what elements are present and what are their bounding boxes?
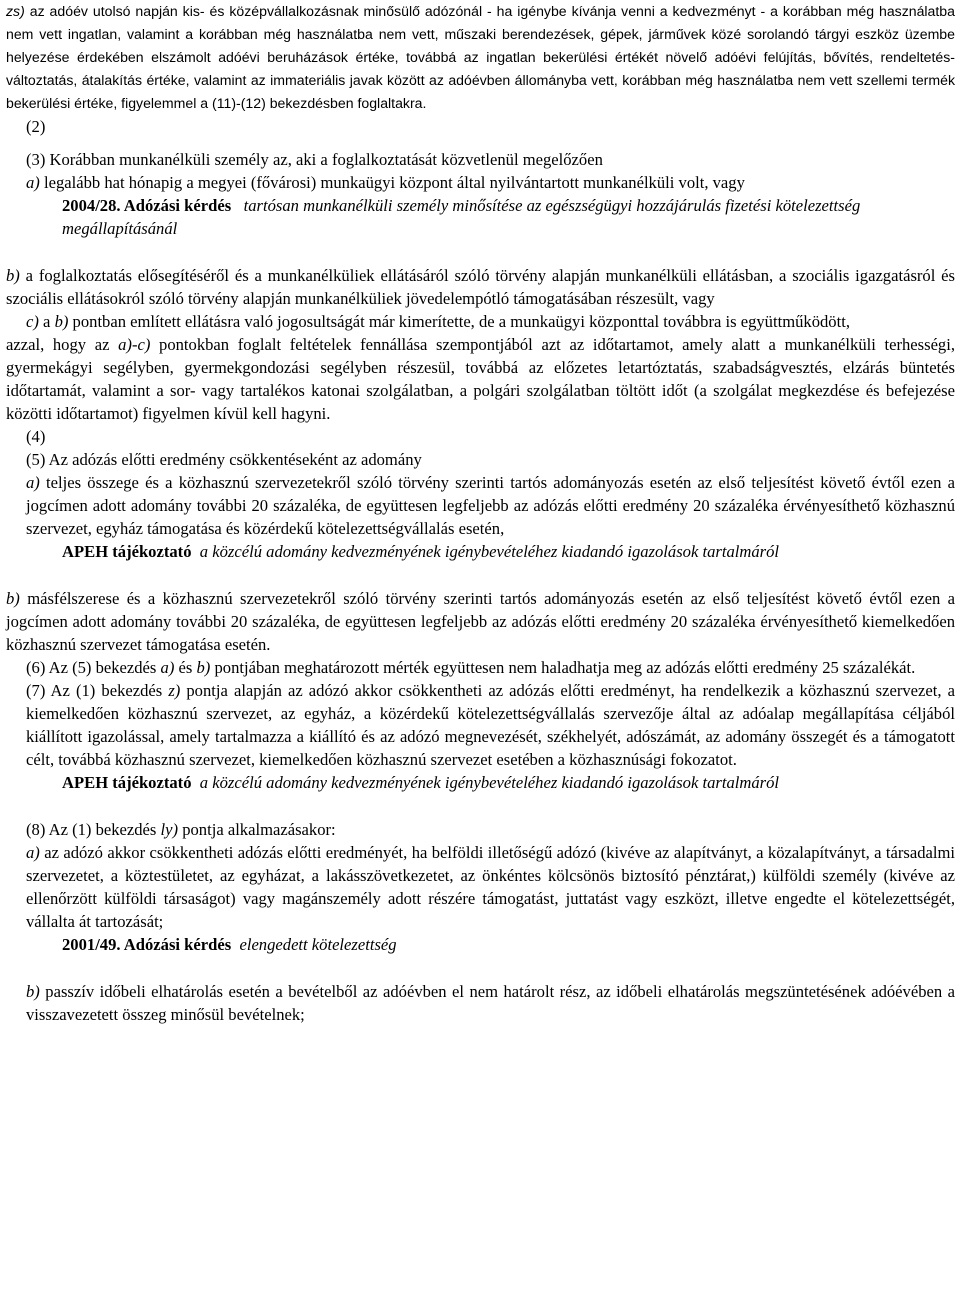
paragraph-3-closing: azzal, hogy az a)-c) pontokban foglalt feltételek fennállása szempontjából azt az időtartamot, amely alatt a munkanélküli terhességi, gyermekágyi segélyben, gyermekgondozási segélyben részesül, továbbá az előzetes letartóztatás, szabadságvesztés, elzárás büntetés időtartamát, valamint a sor- vagy tartalékos katonai szolgálatban, a polgári szolgálatban töltött időt (a szolgálat megkezdése és befejezése közötti időtartamot) figyelmen kívül kell hagyni. — [6, 335, 955, 423]
paragraph-zs — [6, 0, 955, 115]
paragraph-3b — [6, 264, 955, 310]
paragraph-8b — [6, 980, 955, 1026]
item-label: b) — [26, 982, 40, 1001]
note-apeh-tajekoztato-1 — [6, 540, 955, 563]
paragraph-5a — [6, 471, 955, 540]
paragraph-5: (5) Az adózás előtti eredmény csökkentéseként az adomány — [26, 450, 422, 469]
paragraph-text: az adóév utolsó napján kis- és középvállalkozásnak minősülő adózónál - ha igénybe kívánja venni a kedvezményt - a korábban még használatba nem vett ingatlan, valamint a korábban még használatba nem vett, műszaki berendezések, gépek, járművek közé sorolandó tárgyi eszköz üzembe helyezése érdekében elszámolt adóévi beruházások értéke, továbbá az ingatlan bekerülési értékét növelő adóévi felújítás, bővítés, rendeltetés-változtatás, átalakítás értéke, valamint az immateriális javak között az adóévben állományba vett, korábban még használatba nem vett szellemi termék bekerülési értéke, figyelemmel a (11)-(12) bekezdésben foglaltakra. — [6, 3, 955, 111]
paragraph-text: pontja alapján az adózó akkor csökkentheti az adózás előtti eredményt, ha rendelkezik a közhasznú szervezet, a kiemelkedően közhasznú szervezet, az egyház, a közérdekű kötelezettségvállalás szervezője által az adóalap megállapítása céljából kiállított igazolással, amely tartalmazza a kiállító és az adózó megnevezését, székhelyét, adószámát, az adomány összegét és a támogatott célt, továbbá közhasznú szervezet, kiemelkedően közhasznú szervezet esetében a közhasznúsági fokozatot. — [26, 681, 955, 769]
item-label: b) — [6, 266, 20, 285]
paragraph-text: pontokban foglalt feltételek fennállása szempontjából azt az időtartamot, amely alatt a munkanélküli terhességi, gyermekágyi segélyben, gyermekgondozási segélyben részesül, továbbá az előzetes letartóztatás, szabadságvesztés, elzárás büntetés időtartamát, valamint a sor- vagy tartalékos katonai szolgálatban, a polgári szolgálatban töltött időt (a szolgálat megkezdése és befejezése közötti időtartamot) figyelmen kívül kell hagyni. — [6, 335, 955, 423]
item-label: a) — [26, 843, 40, 862]
note-subject: elengedett kötelezettség — [239, 935, 397, 954]
paragraph-8: (8) Az (1) bekezdés ly) pontja alkalmazásakor: — [26, 820, 336, 839]
paragraph-6: (6) Az (5) bekezdés a) és b) pontjában meghatározott mérték együttesen nem haladhatja meg az adózás előtti eredmény 25 százalékát. — [26, 658, 916, 677]
paragraph-7: (7) Az (1) bekezdés z) pontja alapján az adózó akkor csökkentheti az adózás előtti eredményt, ha rendelkezik a közhasznú szervezet, a kiemelkedően közhasznú szervezet, az egyház, a közérdekű kötelezettségvállalás szervezője által az adóalap megállapítása céljából kiállított igazolással, amely tartalmazza a kiállító és az adózó megnevezését, székhelyét, adószámát, az adomány összegét és a támogatott célt, továbbá közhasznú szervezet, kiemelkedően közhasznú szervezet esetében a közhasznúsági fokozatot. — [26, 681, 955, 769]
note-subject: tartósan munkanélküli személy minősítése az egészségügyi hozzájárulás fizetési kötelezettség megállapításánál — [62, 196, 861, 238]
item-label: a) — [26, 473, 40, 492]
item-label: zs) — [6, 3, 25, 19]
paragraph-text: pontban említett ellátásra való jogosultságát már kimerítette, de a munkaügyi központtal továbbra is együttműködött, — [68, 312, 850, 331]
paragraph-5b — [6, 587, 955, 656]
paragraph-text: másfélszerese és a közhasznú szervezetekről szóló törvény szerinti tartós adományozás esetén az első teljesítést követő évtől ezen a jogcímen adott adomány további 20 százaléka, de együttesen legfeljebb az adózás előtti eredmény 20 százaléka érvényesíthető kiemelkedően közhasznú szervezet támogatása esetén. — [6, 589, 955, 654]
paragraph-3: (3) Korábban munkanélküli személy az, aki a foglalkoztatását közvetlenül megelőzően — [26, 150, 603, 169]
cross-reference: b) — [196, 658, 211, 677]
cross-reference: a) — [160, 658, 175, 677]
cross-reference: ly) — [160, 820, 179, 839]
note-title: 2004/28. Adózási kérdés — [62, 196, 232, 215]
note-title: APEH tájékoztató — [62, 542, 192, 561]
paragraph-text: pontja alkalmazásakor: — [178, 820, 336, 839]
paragraph-text: a foglalkoztatás elősegítéséről és a munkanélküliek ellátásáról szóló törvény alapján munkanélküli ellátásban, a szociális igazgatásról és szociális ellátásokról szóló törvény alapján munkanélküliek jövedelempótló támogatásában részesült, vagy — [6, 266, 955, 308]
paragraph-3c: c) a b) pontban említett ellátásra való jogosultságát már kimerítette, de a munkaügyi központtal továbbra is együttműködött, — [26, 312, 850, 331]
paragraph-text: passzív időbeli elhatárolás esetén a bevételből az adóévben el nem határolt rész, az időbeli elhatárolás megszüntetésének adóévében a visszavezetett összeg minősül bevételnek; — [26, 982, 955, 1024]
item-label: b) — [6, 589, 20, 608]
paragraph-text: teljes összege és a közhasznú szervezetekről szóló törvény szerinti tartós adományozás esetén az első teljesítést követő évtől ezen a jogcímen adott adomány további 20 százaléka, de együttesen legfeljebb az adózás előtti eredmény 20 százaléka érvényesíthető közhasznú szervezet, egyház támogatása és közérdekű kötelezettségvállalás esetén, — [26, 473, 955, 538]
note-adozasi-kerdes-2004-28 — [6, 194, 955, 240]
paragraph-text: legalább hat hónapig a megyei (fővárosi) munkaügyi központ által nyilvántartott munkanélküli volt, vagy — [39, 173, 745, 192]
paragraph-3a — [6, 171, 955, 194]
cross-reference: b) — [54, 312, 69, 331]
note-title: APEH tájékoztató — [62, 773, 192, 792]
note-title: 2001/49. Adózási kérdés — [62, 935, 232, 954]
paragraph-text: az adózó akkor csökkentheti adózás előtti eredményét, ha belföldi illetőségű adózó (kivéve az alapítványt, a közalapítványt, a társadalmi szervezetet, a köztestületet, az egyházat, a lakásszövetkezetet, az önkéntes kölcsönös biztosító pénztárat,) külföldi személy (kivéve az ellenőrzött külföldi társaságot) vagy magánszemély adott részére támogatást, juttatást vagy eszközt, illetve engedte el kötelezettségét, vállalta át tartozását; — [26, 843, 955, 931]
cross-reference: a)-c) — [118, 335, 151, 354]
paragraph-text: pontjában meghatározott mérték együttesen nem haladhatja meg az adózás előtti eredmény 25 százalékát. — [210, 658, 916, 677]
paragraph-2: (2) — [26, 117, 46, 136]
note-apeh-tajekoztato-2 — [6, 771, 955, 794]
paragraph-4: (4) — [26, 427, 46, 446]
item-label: a) — [26, 173, 40, 192]
note-adozasi-kerdes-2001-49 — [6, 933, 955, 956]
cross-reference: z) — [168, 681, 181, 700]
note-subject: a közcélú adomány kedvezményének igénybevételéhez kiadandó igazolások tartalmáról — [199, 773, 780, 792]
item-label: c) — [26, 312, 39, 331]
paragraph-8a — [6, 841, 955, 933]
note-subject: a közcélú adomány kedvezményének igénybevételéhez kiadandó igazolások tartalmáról — [199, 542, 780, 561]
